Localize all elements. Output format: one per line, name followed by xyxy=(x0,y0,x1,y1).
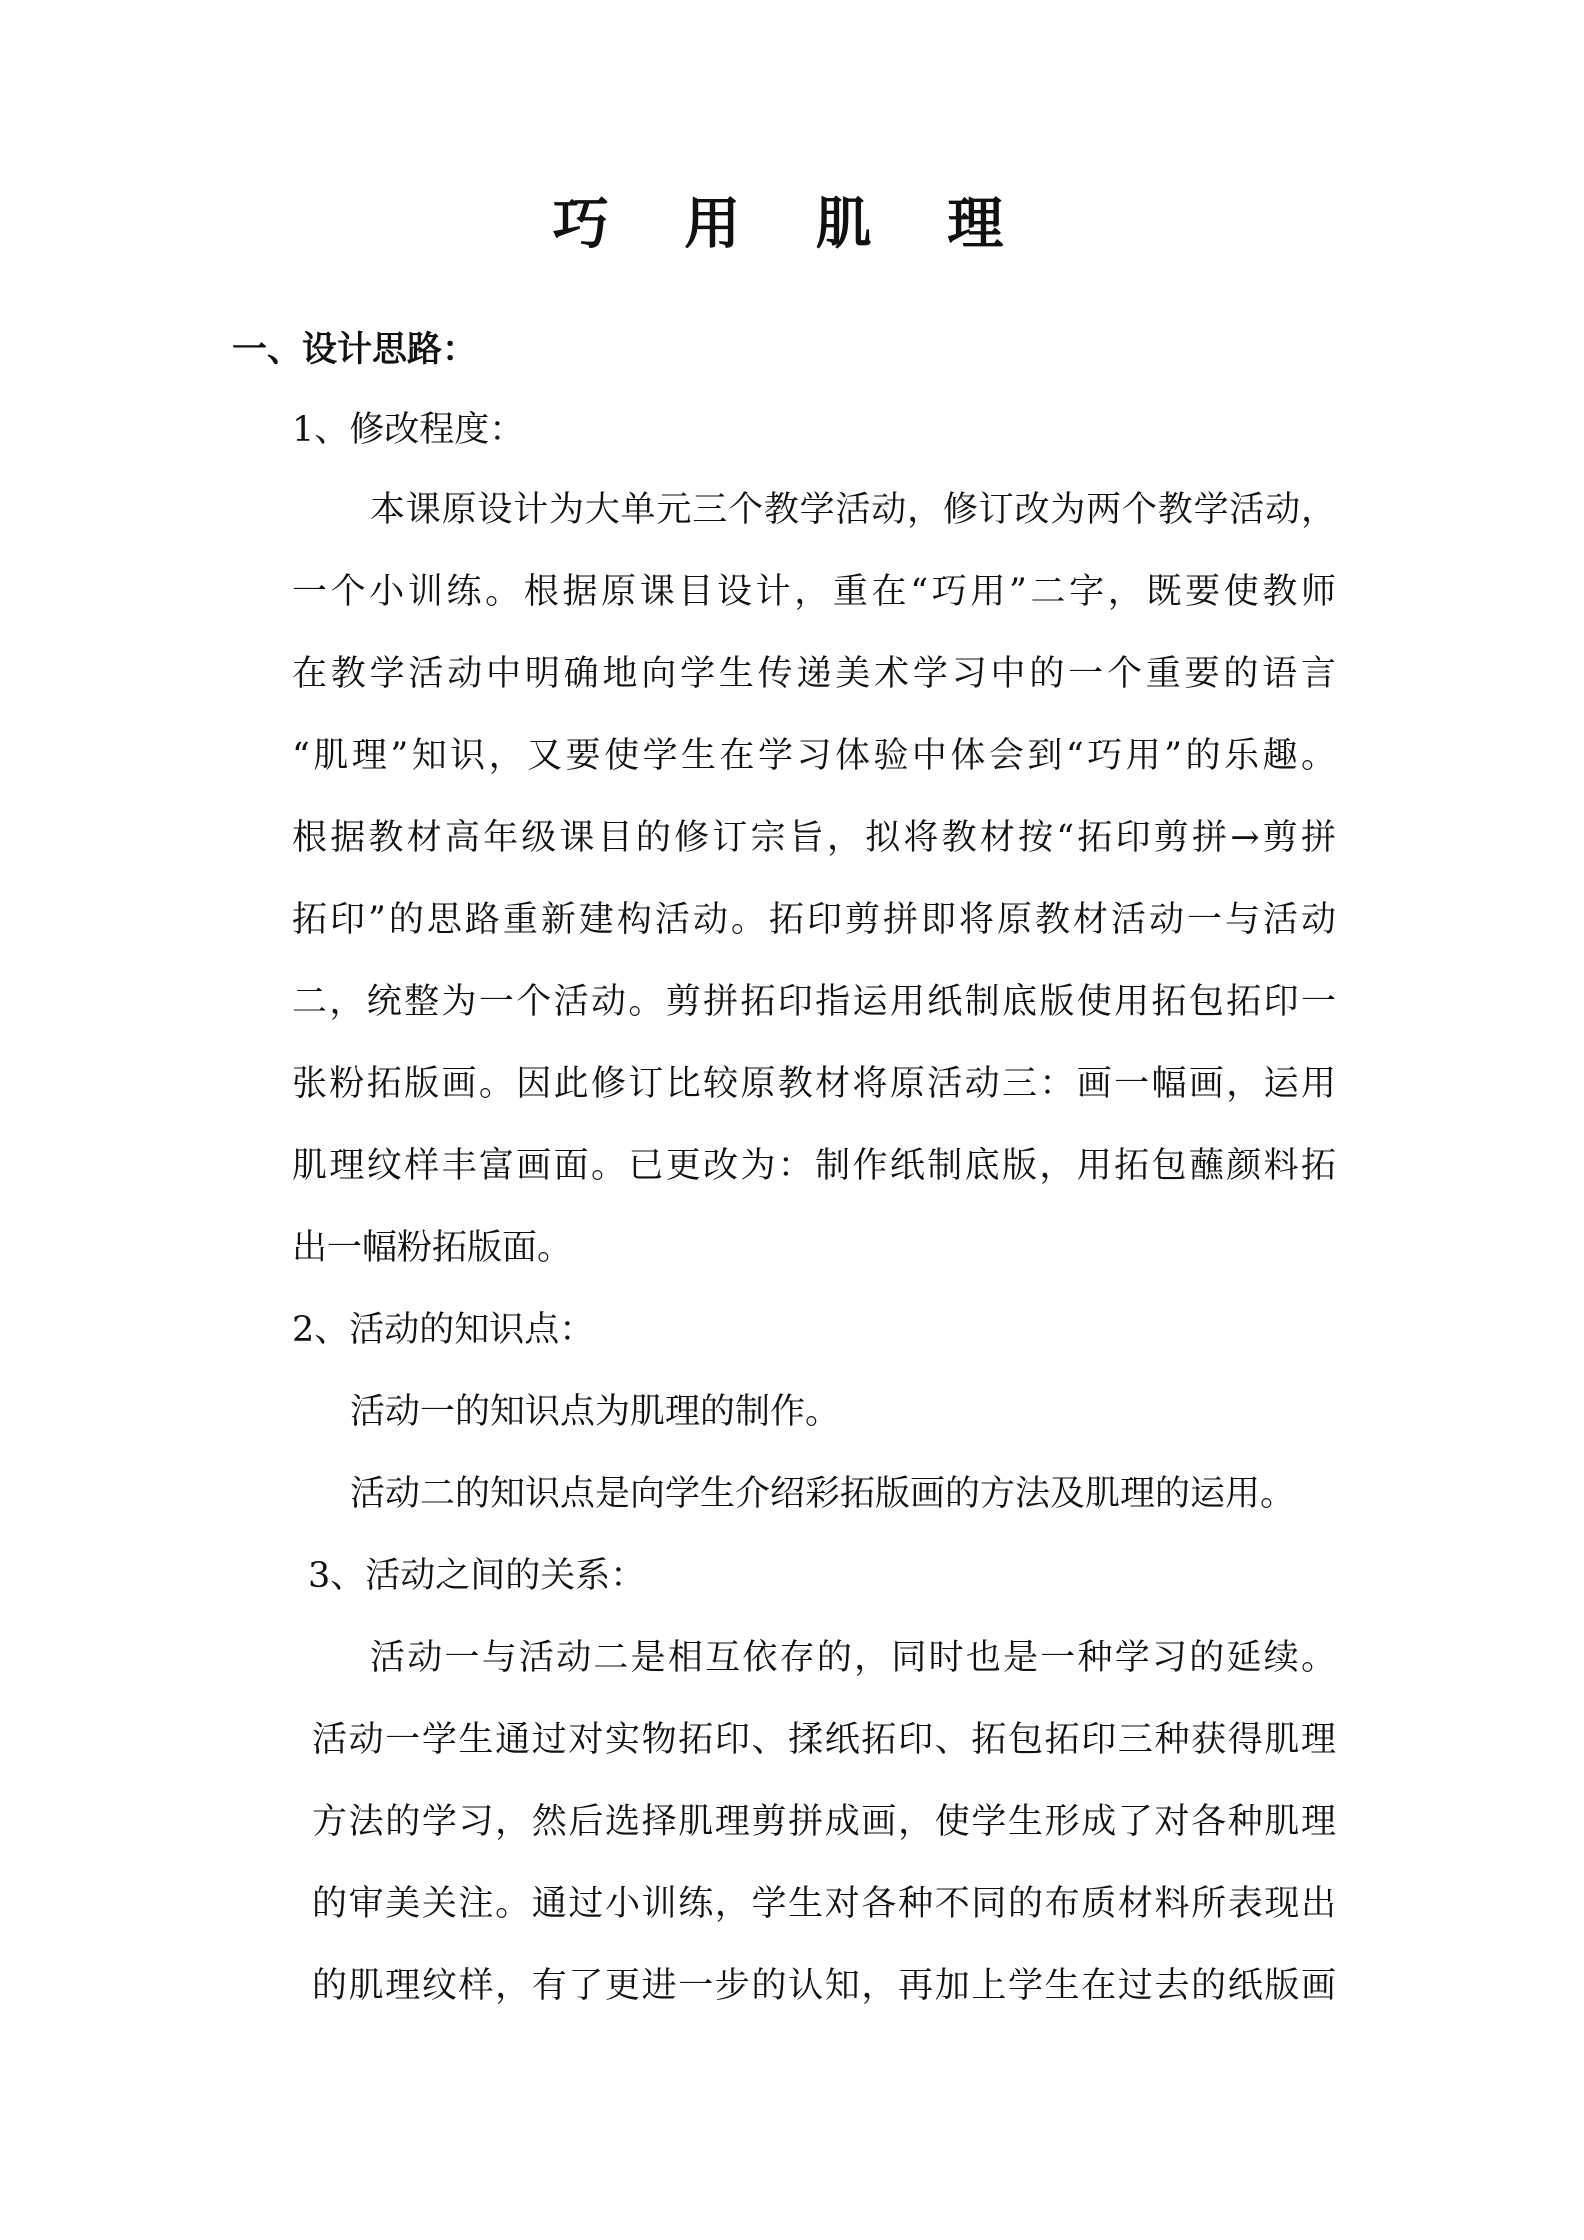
paragraph-line: 方法的学习，然后选择肌理剪拼成画，使学生形成了对各种肌理 xyxy=(312,1802,1336,1842)
item-heading-modification: 1、修改程度： xyxy=(292,410,525,450)
paragraph-line: 肌理纹样丰富画面。已更改为：制作纸制底版，用拓包蘸颜料拓 xyxy=(292,1146,1336,1186)
item-heading-knowledge-points: 2、活动的知识点： xyxy=(292,1310,595,1350)
knowledge-point-activity-1: 活动一的知识点为肌理的制作。 xyxy=(350,1392,841,1432)
paragraph-line: 一个小训练。根据原课目设计，重在“巧用”二字，既要使教师 xyxy=(292,572,1336,612)
paragraph-line: 的审美关注。通过小训练，学生对各种不同的布质材料所表现出 xyxy=(312,1884,1336,1924)
paragraph-line: 二，统整为一个活动。剪拼拓印指运用纸制底版使用拓包拓印一 xyxy=(292,982,1336,1022)
paragraph-line: 活动一学生通过对实物拓印、揉纸拓印、拓包拓印三种获得肌理 xyxy=(312,1720,1336,1760)
paragraph-line: “肌理”知识，又要使学生在学习体验中体会到“巧用”的乐趣。 xyxy=(292,736,1336,776)
paragraph-line: 拓印”的思路重新建构活动。拓印剪拼即将原教材活动一与活动 xyxy=(292,900,1336,940)
paragraph-line: 本课原设计为大单元三个教学活动，修订改为两个教学活动， xyxy=(370,490,1336,530)
knowledge-point-activity-2: 活动二的知识点是向学生介绍彩拓版画的方法及肌理的运用。 xyxy=(350,1474,1296,1514)
paragraph-line: 在教学活动中明确地向学生传递美术学习中的一个重要的语言 xyxy=(292,654,1336,694)
paragraph-line: 活动一与活动二是相互依存的，同时也是一种学习的延续。 xyxy=(370,1638,1336,1678)
paragraph-line: 的肌理纹样，有了更进一步的认知，再加上学生在过去的纸版画 xyxy=(312,1966,1336,2006)
paragraph-line: 根据教材高年级课目的修订宗旨，拟将教材按“拓印剪拼→剪拼 xyxy=(292,818,1336,858)
document-title: 巧 用 肌 理 xyxy=(552,192,1032,257)
paragraph-line: 出一幅粉拓版面。 xyxy=(292,1228,573,1268)
item-heading-relationship: 3、活动之间的关系： xyxy=(308,1556,646,1596)
section-heading-design-ideas: 一、设计思路： xyxy=(232,330,478,370)
paragraph-line: 张粉拓版画。因此修订比较原教材将原活动三：画一幅画，运用 xyxy=(292,1064,1336,1104)
